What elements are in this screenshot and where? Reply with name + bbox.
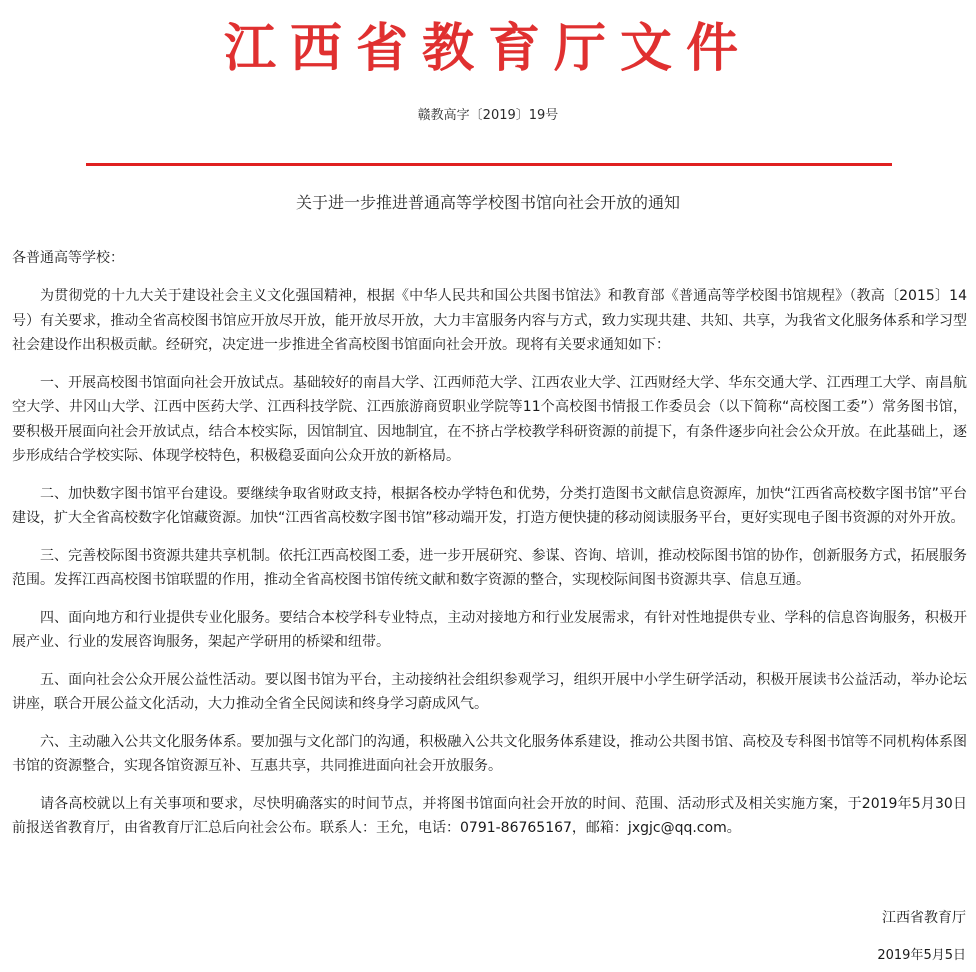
paragraph-item-4: 四、面向地方和行业提供专业化服务。要结合本校学科专业特点，主动对接地方和行业发展需求，有针对性地提供专业、学科的信息咨询服务，积极开展产业、行业的发展咨询服务，架起产学研用的桥梁和纽带。 — [12, 609, 967, 650]
paragraph-item-6: 六、主动融入公共文化服务体系。要加强与文化部门的沟通，积极融入公共文化服务体系建设，推动公共图书馆、高校及专科图书馆等不同机构体系图书馆的资源整合，实现各馆资源互补、互惠共享，共同推进面向社会开放服务。 — [12, 733, 967, 774]
notice-title: 关于进一步推进普通高等学校图书馆向社会开放的通知 — [295, 193, 680, 212]
document-body — [12, 284, 967, 854]
paragraph-item-3: 三、完善校际图书资源共建共享机制。依托江西高校图工委，进一步开展研究、参谋、咨询、培训，推动校际图书馆的协作，创新服务方式，拓展服务范围。发挥江西高校图书馆联盟的作用，推动全省高校图书馆传统文献和数字资源的整合，实现校际间图书资源共享、信息互通。 — [12, 547, 967, 588]
signature-organization: 江西省教育厅 — [882, 910, 966, 926]
paragraph-item-2: 二、加快数字图书馆平台建设。要继续争取省财政支持，根据各校办学特色和优势，分类打造图书文献信息资源库，加快“江西省高校数字图书馆”平台建设，扩大全省高校数字化馆藏资源。加快“江西省高校数字图书馆”移动端开发，打造方便快捷的移动阅读服务平台，更好实现电子图书资源的对外开放。 — [12, 485, 967, 526]
salutation: 各普通高等学校： — [12, 250, 124, 266]
document-header-title: 江西省教育厅文件 — [223, 18, 752, 79]
signature-date: 2019年5月5日 — [877, 948, 966, 963]
paragraph-item-1: 一、开展高校图书馆面向社会开放试点。基础较好的南昌大学、江西师范大学、江西农业大学、江西财经大学、华东交通大学、江西理工大学、南昌航空大学、井冈山大学、江西中医药大学、江西科技学院、江西旅游商贸职业学院等11个高校图书情报工作委员会（以下简称“高校图工委”）常务图书馆，要积极开展面向社会开放试点，结合本校实际，因馆制宜、因地制宜，在不挤占学校教学科研资源的前提下，有条件逐步向社会公众开放。在此基础上，逐步形成结合学校实际、体现学校特色，积极稳妥面向公众开放的新格局。 — [12, 374, 967, 464]
paragraph-intro: 为贯彻党的十九大关于建设社会主义文化强国精神，根据《中华人民共和国公共图书馆法》和教育部《普通高等学校图书馆规程》（教高〔2015〕14号）有关要求，推动全省高校图书馆应开放尽开放，能开放尽开放，大力丰富服务内容与方式，致力实现共建、共知、共享，为我省文化服务体系和学习型社会建设作出积极贡献。经研究，决定进一步推进全省高校图书馆面向社会开放。现将有关要求通知如下： — [12, 288, 967, 353]
document-number: 赣教高字〔2019〕19号 — [417, 108, 559, 123]
paragraph-item-5: 五、面向社会公众开展公益性活动。要以图书馆为平台，主动接纳社会组织参观学习，组织开展中小学生研学活动，积极开展读书公益活动，举办论坛讲座，联合开展公益文化活动，大力推动全省全民阅读和终身学习蔚成风气。 — [12, 671, 967, 712]
header-divider — [86, 163, 892, 166]
paragraph-closing: 请各高校就以上有关事项和要求，尽快明确落实的时间节点，并将图书馆面向社会开放的时间、范围、活动形式及相关实施方案，于2019年5月30日前报送省教育厅，由省教育厅汇总后向社会公布。联系人：王允，电话：0791-86765167，邮箱：jxgjc@qq.com。 — [12, 795, 967, 836]
